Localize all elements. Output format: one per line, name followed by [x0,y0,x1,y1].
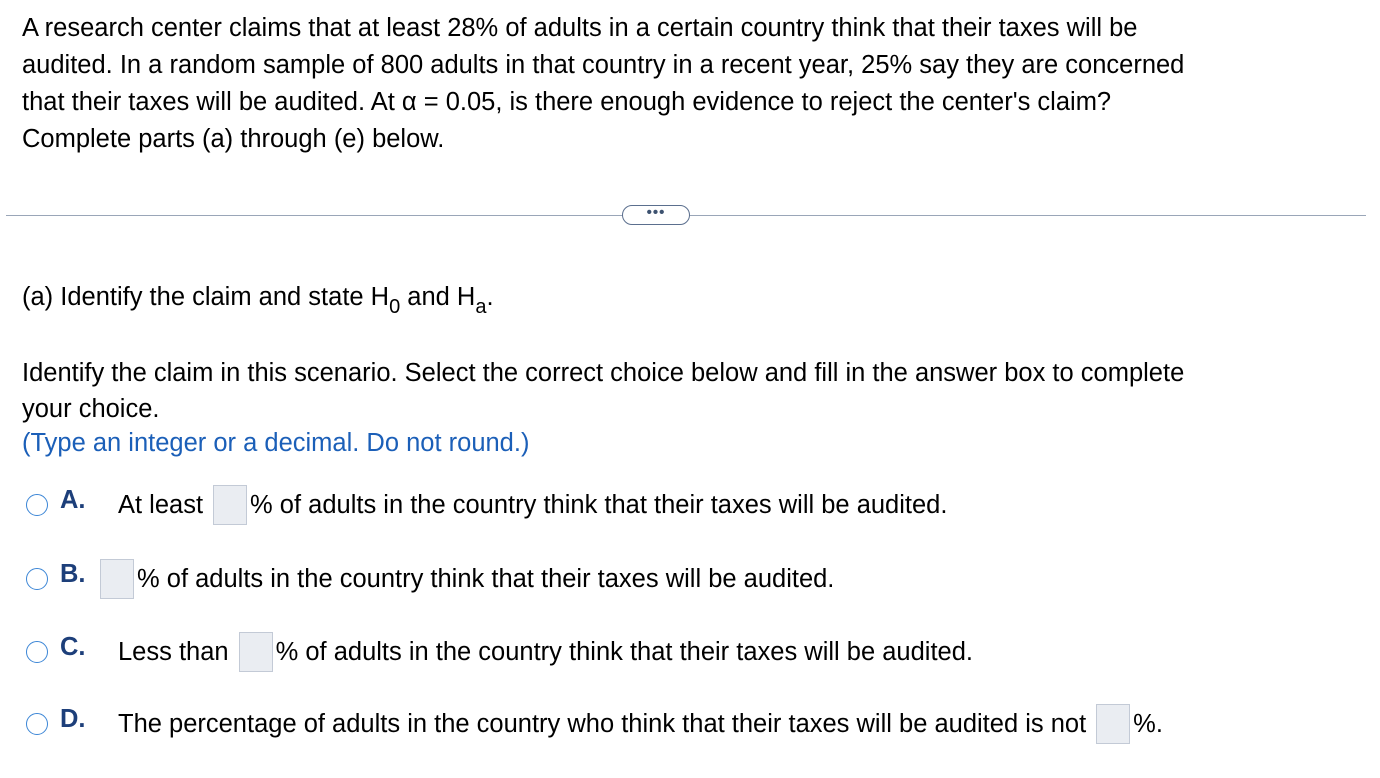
radio-button-b[interactable] [26,568,48,590]
radio-button-c[interactable] [26,641,48,663]
answer-input-b[interactable] [100,559,134,599]
instruction-line: your choice. [22,395,160,423]
choice-text: Less than [118,637,229,666]
answer-input-c[interactable] [239,632,273,672]
choice-d[interactable] [26,702,1163,746]
choice-letter: A. [60,485,86,514]
choice-letter: D. [60,704,86,733]
section-divider [6,203,1366,229]
heading-text: and H [400,283,476,311]
heading-text: . [486,283,494,311]
choice-letter: B. [60,559,86,588]
choice-text: At least [118,490,204,519]
instruction-text [22,355,1362,427]
radio-button-a[interactable] [26,494,48,516]
choice-text: % of adults in the country think that their taxes will be audited. [275,637,973,666]
problem-statement [22,10,1362,158]
radio-button-d[interactable] [26,713,48,735]
choice-a[interactable] [26,483,947,527]
choice-letter: C. [60,632,86,661]
problem-line: Complete parts (a) through (e) below. [22,125,445,153]
expand-more-button[interactable]: ••• [622,205,690,225]
choice-text: % of adults in the country think that their taxes will be audited. [137,564,835,593]
answer-input-a[interactable] [213,485,247,525]
problem-line: that their taxes will be audited. At α = 0.05, is there enough evidence to reject the center's claim? [22,88,1112,116]
choice-text: % of adults in the country think that their taxes will be audited. [250,490,948,519]
part-a-heading [22,280,494,318]
choice-b[interactable] [26,557,834,601]
choice-text: The percentage of adults in the country who think that their taxes will be audited is not [118,709,1087,738]
input-hint: (Type an integer or a decimal. Do not round.) [22,429,530,457]
answer-input-d[interactable] [1096,704,1130,744]
problem-line: audited. In a random sample of 800 adults in that country in a recent year, 25% say they are concerned [22,51,1185,79]
problem-line: A research center claims that at least 28% of adults in a certain country think that their taxes will be [22,14,1138,42]
choice-text: %. [1133,709,1163,738]
heading-text: (a) Identify the claim and state H [22,283,390,311]
subscript-a: a [475,296,487,318]
choice-c[interactable] [26,630,973,674]
instruction-line: Identify the claim in this scenario. Select the correct choice below and fill in the answer box to complete [22,359,1185,387]
subscript-zero: 0 [389,296,401,318]
